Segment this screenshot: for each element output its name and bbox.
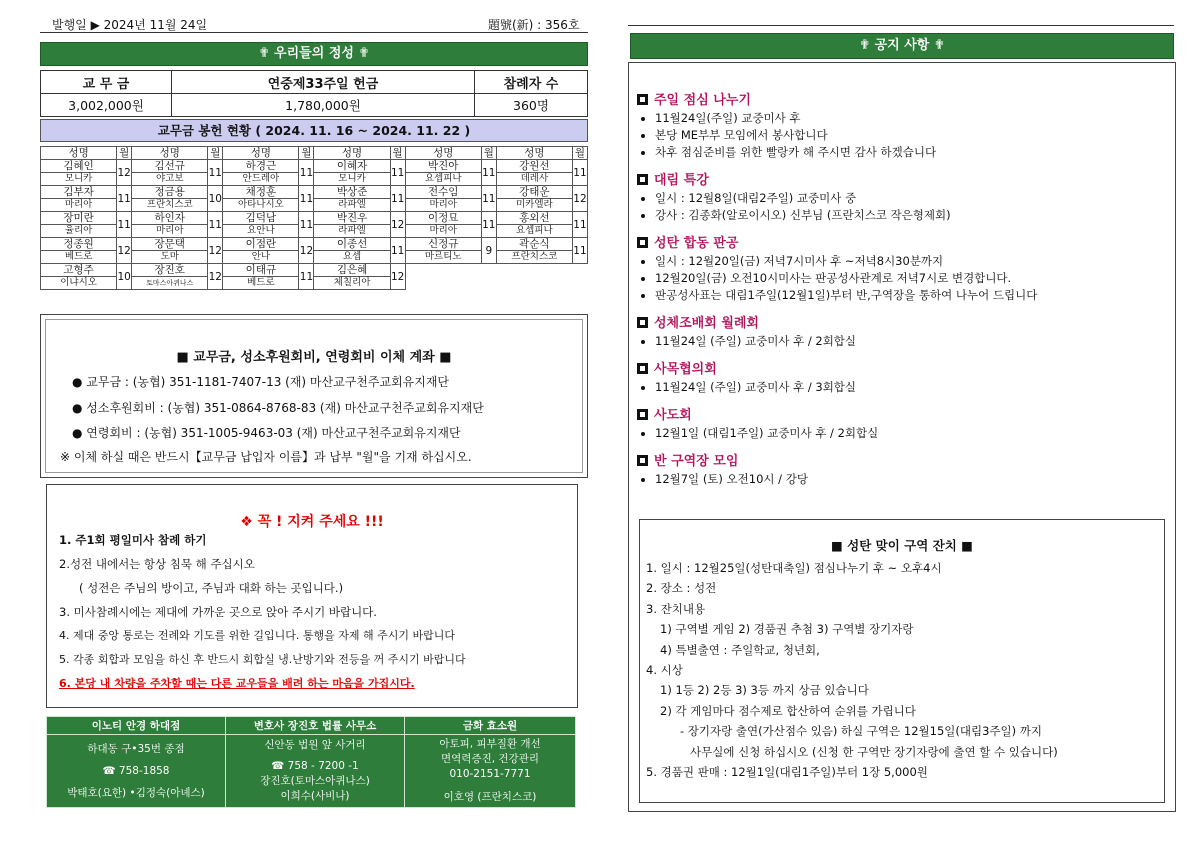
member-baptismal-name: 토마스아퀴나스: [132, 277, 208, 290]
account-title: ■ 교무금, 성소후원회비, 연령회비 이체 계좌 ■: [176, 350, 452, 365]
member-baptismal-name: 요셉피나: [405, 173, 481, 186]
party-box: [639, 519, 1165, 803]
party-line: 1. 일시 : 12월25일(성탄대축일) 점심나누기 후 ~ 오후4시: [646, 561, 942, 575]
square-bullet-icon: [637, 174, 648, 185]
notice-item: • 차후 점심준비를 위한 빨랑카 해 주시면 감사 하겠습니다: [655, 144, 1167, 161]
member-name: 김선규: [132, 160, 208, 173]
notice-heading: [637, 169, 1167, 188]
offering-attendance-value: 360명: [475, 94, 588, 117]
member-baptismal-name: 모니카: [41, 173, 117, 186]
member-month: 12: [390, 264, 405, 290]
member-baptismal-name: 라파엘: [314, 225, 390, 238]
dues-col-header: 성명: [496, 147, 572, 160]
member-name: 이정묘: [405, 212, 481, 225]
dues-col-header: 월: [299, 147, 314, 160]
offering-header-dues: 교 무 금: [41, 71, 172, 94]
member-name: 강태운: [496, 186, 572, 199]
member-name: 이점란: [223, 238, 299, 251]
notice-heading-text: 성탄 합동 판공: [654, 236, 739, 251]
notice-item: • 11월24일 (주일) 교중미사 후 / 2회합실: [655, 333, 1167, 350]
square-bullet-icon: [637, 237, 648, 248]
party-line: 2) 각 게임마다 점수제로 합산하여 순위를 가립니다: [660, 703, 916, 718]
member-month: 11: [117, 212, 132, 238]
party-line: 1) 구역별 게임 2) 경품권 추첨 3) 구역별 장기자랑: [660, 622, 914, 637]
header-rule: [40, 32, 588, 33]
member-month: 12: [208, 238, 223, 264]
account-line-dues: ● 교무금 : (농협) 351-1181-7407-13 (재) 마산교구천주교회유지재단: [72, 375, 450, 389]
member-baptismal-name: 프란치스코: [132, 199, 208, 212]
ad-enzyme-line: 아토피, 피부질환 개선: [439, 738, 541, 750]
dues-col-header: 성명: [132, 147, 208, 160]
member-name: 박상준: [314, 186, 390, 199]
dues-col-header: 성명: [405, 147, 481, 160]
member-month: 11: [572, 238, 587, 264]
ad-enzyme-line: 010-2151-7771: [449, 768, 531, 780]
member-month: 11: [208, 160, 223, 186]
notice-item: • 11월24일(주일) 교중미사 후: [655, 110, 1167, 127]
member-baptismal-name: 마르티노: [405, 251, 481, 264]
member-baptismal-name: 베드로: [223, 277, 299, 290]
member-name: 장진호: [132, 264, 208, 277]
member-name: 정종원: [41, 238, 117, 251]
member-baptismal-name: 데레사: [496, 173, 572, 186]
notice-heading: [637, 404, 1167, 423]
member-name: 전수임: [405, 186, 481, 199]
rule-item-6: 6. 본당 내 차량을 주차할 때는 다른 교우들을 배려 하는 마음을 가집시다.: [59, 677, 415, 690]
member-baptismal-name: 프란치스코: [496, 251, 572, 264]
party-line: 4. 시상: [646, 663, 683, 678]
ad-lawyer-line: 신안동 법원 앞 사거리: [264, 739, 366, 751]
member-name: 박진우: [314, 212, 390, 225]
notice-heading: [637, 358, 1167, 377]
notice-item: • 강사 : 김종화(알로이시오) 신부님 (프란치스코 작은형제회): [655, 207, 1167, 224]
member-baptismal-name: 안드레아: [223, 173, 299, 186]
ad-optician: [47, 735, 226, 808]
issue-number: 題號(新) : 356호: [488, 18, 580, 32]
notice-heading-text: 사도회: [654, 408, 692, 423]
member-name: 김혜인: [41, 160, 117, 173]
member-month: 11: [390, 160, 405, 186]
member-name: 정금용: [132, 186, 208, 199]
rule-item-4: 4. 제대 중앙 통로는 전례와 기도를 위한 길입니다. 통행을 자제 해 주시기 바랍니다: [59, 629, 455, 642]
party-line: 4) 특별출연 : 주일학교, 청년회,: [660, 642, 820, 657]
member-name: 장문택: [132, 238, 208, 251]
notice-heading-text: 사목협의회: [654, 362, 717, 377]
dues-table: [40, 146, 588, 290]
rule-item-5: 5. 각종 회합과 모임을 하신 후 반드시 회합실 냉.난방기와 전등을 꺼 주시기 바랍니다: [59, 653, 466, 666]
offerings-table: [40, 70, 588, 117]
member-month: 11: [299, 160, 314, 186]
ad-optician-line: 박태호(요한) •김정숙(아녜스): [67, 787, 205, 799]
member-name: 신정규: [405, 238, 481, 251]
ad-lawyer-line: 장진호(토마스아퀴나스): [260, 775, 370, 787]
ad-optician-line: ☎ 758-1858: [102, 765, 170, 777]
party-line: 2. 장소 : 성전: [646, 581, 717, 596]
member-baptismal-name: 미카엘라: [496, 199, 572, 212]
ad-enzyme: [405, 735, 576, 808]
member-name: 김덕남: [223, 212, 299, 225]
square-bullet-icon: [637, 317, 648, 328]
dues-col-header: 월: [481, 147, 496, 160]
member-month: 11: [117, 186, 132, 212]
member-name: 하경근: [223, 160, 299, 173]
member-name: 김은혜: [314, 264, 390, 277]
member-month: 9: [481, 238, 496, 264]
member-month: 12: [208, 264, 223, 290]
member-month: 11: [572, 212, 587, 238]
member-baptismal-name: 야고보: [132, 173, 208, 186]
notice-section: [637, 89, 1167, 161]
notice-section: [637, 232, 1167, 304]
square-bullet-icon: [637, 94, 648, 105]
offering-dues-value: 3,002,000원: [41, 94, 172, 117]
member-month: 11: [390, 238, 405, 264]
notice-item: • 12월7일 (토) 오전10시 / 강당: [655, 471, 1167, 488]
dues-col-header: 월: [117, 147, 132, 160]
member-name: 이종선: [314, 238, 390, 251]
notice-item: • 일시 : 12월20일(금) 저녁7시미사 후 ~저녁8시30분까지: [655, 253, 1167, 270]
ad-lawyer-line: 이희수(사비나): [280, 790, 350, 802]
member-name: 이혜자: [314, 160, 390, 173]
member-baptismal-name: 마리아: [405, 225, 481, 238]
member-baptismal-name: 이냐시오: [41, 277, 117, 290]
ad-lawyer: [226, 735, 405, 808]
member-name: 고형주: [41, 264, 117, 277]
member-baptismal-name: 마리아: [132, 225, 208, 238]
notice-section: [637, 312, 1167, 350]
notice-heading-text: 반 구역장 모임: [654, 454, 739, 469]
member-month: 12: [572, 186, 587, 212]
member-month: 11: [208, 212, 223, 238]
square-bullet-icon: [637, 409, 648, 420]
party-line: 3. 잔치내용: [646, 601, 706, 616]
member-baptismal-name: 안나: [223, 251, 299, 264]
member-month: 11: [572, 160, 587, 186]
notice-heading: [637, 89, 1167, 108]
member-baptismal-name: 라파엘: [314, 199, 390, 212]
dues-col-header: 월: [208, 147, 223, 160]
notices-list: [637, 89, 1167, 488]
account-line-vocation: ● 성소후원회비 : (농협) 351-0864-8768-83 (재) 마산교구천주교회유지재단: [72, 401, 484, 415]
member-name: 김부자: [41, 186, 117, 199]
empty-cell: [405, 264, 496, 290]
notice-item: • 11월24일 (주일) 교중미사 후 / 3회합실: [655, 379, 1167, 396]
account-line-funeral: ● 연령회비 : (농협) 351-1005-9463-03 (재) 마산교구천주교회유지재단: [72, 426, 461, 440]
member-name: 이태규: [223, 264, 299, 277]
member-baptismal-name: 율리아: [41, 225, 117, 238]
party-line: - 장기자랑 출연(가산점수 있음) 하실 구역은 12월15일(대림3주일) 까지: [680, 724, 1042, 739]
party-title: ■ 성탄 맞이 구역 잔치 ■: [831, 538, 973, 553]
ad-optician-name: 이노티 안경 하대점: [47, 717, 226, 735]
right-header-rule: [628, 25, 1174, 26]
member-month: 12: [299, 238, 314, 264]
ads-table: [46, 716, 576, 808]
party-lines: [646, 558, 1161, 782]
rule-item-1: 1. 주1회 평일미사 참례 하기: [59, 533, 207, 547]
party-line: 5. 경품권 판매 : 12월1일(대림1주일)부터 1장 5,000원: [646, 765, 928, 780]
member-month: 11: [299, 186, 314, 212]
member-baptismal-name: 아타나시오: [223, 199, 299, 212]
member-baptismal-name: 마리아: [405, 199, 481, 212]
square-bullet-icon: [637, 363, 648, 374]
member-baptismal-name: 마리아: [41, 199, 117, 212]
party-line: 사무실에 신청 하십시오 (신청 한 구역만 장기자랑에 출연 할 수 있습니다): [690, 744, 1058, 759]
rule-item-2: 2.성전 내에서는 항상 침묵 해 주십시오: [59, 557, 255, 571]
member-name: 박진아: [405, 160, 481, 173]
member-month: 11: [481, 186, 496, 212]
member-month: 11: [390, 186, 405, 212]
dues-title: 교무금 봉헌 현황 ( 2024. 11. 16 ~ 2024. 11. 22 ): [40, 119, 588, 142]
member-month: 12: [390, 212, 405, 238]
notice-section: [637, 358, 1167, 396]
member-name: 홍외선: [496, 212, 572, 225]
notices-title: ✟ 공지 사항 ✟: [630, 33, 1174, 59]
issue-date: 발행일 ▶ 2024년 11월 24일: [52, 18, 208, 32]
ad-lawyer-name: 변호사 장진호 법률 사무소: [226, 717, 405, 735]
notice-item: • 12월20일(금) 오전10시미사는 판공성사관계로 저녁7시로 변경합니다.: [655, 270, 1167, 287]
notice-heading: [637, 450, 1167, 469]
rules-box: [46, 484, 578, 708]
dues-col-header: 월: [390, 147, 405, 160]
ad-enzyme-name: 금화 효소원: [405, 717, 576, 735]
dues-col-header: 성명: [223, 147, 299, 160]
member-month: 10: [117, 264, 132, 290]
offering-collection-value: 1,780,000원: [172, 94, 475, 117]
member-baptismal-name: 도마: [132, 251, 208, 264]
account-inner: [45, 319, 583, 473]
member-name: 하인자: [132, 212, 208, 225]
notice-heading-text: 대림 특강: [654, 173, 709, 188]
rule-item-2-sub: ( 성전은 주님의 방이고, 주님과 대화 하는 곳입니다.): [79, 581, 344, 595]
notice-heading-text: 성체조배회 월례회: [654, 316, 759, 331]
notice-item: • 본당 ME부부 모임에서 봉사합니다: [655, 127, 1167, 144]
member-month: 10: [208, 186, 223, 212]
notices-box: [628, 62, 1176, 812]
member-name: 강원선: [496, 160, 572, 173]
party-line: 1) 1등 2) 2등 3) 3등 까지 상금 있습니다: [660, 683, 869, 698]
member-month: 11: [481, 160, 496, 186]
member-name: 곽순식: [496, 238, 572, 251]
notice-heading: [637, 232, 1167, 251]
member-baptismal-name: 체칠리아: [314, 277, 390, 290]
ad-optician-line: 하대동 구•35번 종점: [87, 743, 185, 755]
account-box: [40, 314, 588, 478]
member-month: 11: [299, 264, 314, 290]
notice-item: • 판공성사표는 대림1주일(12월1일)부터 반,구역장을 통하여 나누어 드립니다: [655, 287, 1167, 304]
dues-col-header: 성명: [41, 147, 117, 160]
member-baptismal-name: 요안나: [223, 225, 299, 238]
account-note: ※ 이체 하실 때은 반드시【교무금 납입자 이름】과 납부 "월"을 기재 하십시오.: [60, 450, 472, 464]
member-baptismal-name: 요셉: [314, 251, 390, 264]
member-month: 11: [481, 212, 496, 238]
member-month: 12: [117, 238, 132, 264]
member-month: 11: [299, 212, 314, 238]
notice-section: [637, 169, 1167, 224]
member-baptismal-name: 베드로: [41, 251, 117, 264]
offering-header-attendance: 참례자 수: [475, 71, 588, 94]
ad-lawyer-line: ☎ 758 - 7200 -1: [271, 760, 359, 772]
notice-section: [637, 404, 1167, 442]
notice-section: [637, 450, 1167, 488]
member-name: 장미란: [41, 212, 117, 225]
dues-col-header: 월: [572, 147, 587, 160]
empty-cell: [496, 264, 587, 290]
dues-col-header: 성명: [314, 147, 390, 160]
square-bullet-icon: [637, 455, 648, 466]
notice-heading-text: 주일 점심 나누기: [654, 93, 751, 108]
rule-item-3: 3. 미사참례시에는 제대에 가까운 곳으로 앉아 주시기 바랍니다.: [59, 605, 377, 619]
ad-enzyme-line: 면역력증진, 건강관리: [441, 753, 539, 765]
ad-enzyme-line: 이호영 (프란치스코): [443, 791, 537, 803]
notice-item: • 일시 : 12월8일(대림2주일) 교중미사 중: [655, 190, 1167, 207]
notice-item: • 12월1일 (대림1주일) 교중미사 후 / 2회합실: [655, 425, 1167, 442]
member-month: 12: [117, 160, 132, 186]
notice-heading: [637, 312, 1167, 331]
offerings-title: ✟ 우리들의 정성 ✟: [40, 42, 588, 66]
rules-title: ❖ 꼭 ! 지켜 주세요 !!!: [240, 514, 384, 530]
member-baptismal-name: 모니카: [314, 173, 390, 186]
member-name: 채정훈: [223, 186, 299, 199]
offering-header-collection: 연중제33주일 헌금: [172, 71, 475, 94]
member-baptismal-name: 요셉피나: [496, 225, 572, 238]
